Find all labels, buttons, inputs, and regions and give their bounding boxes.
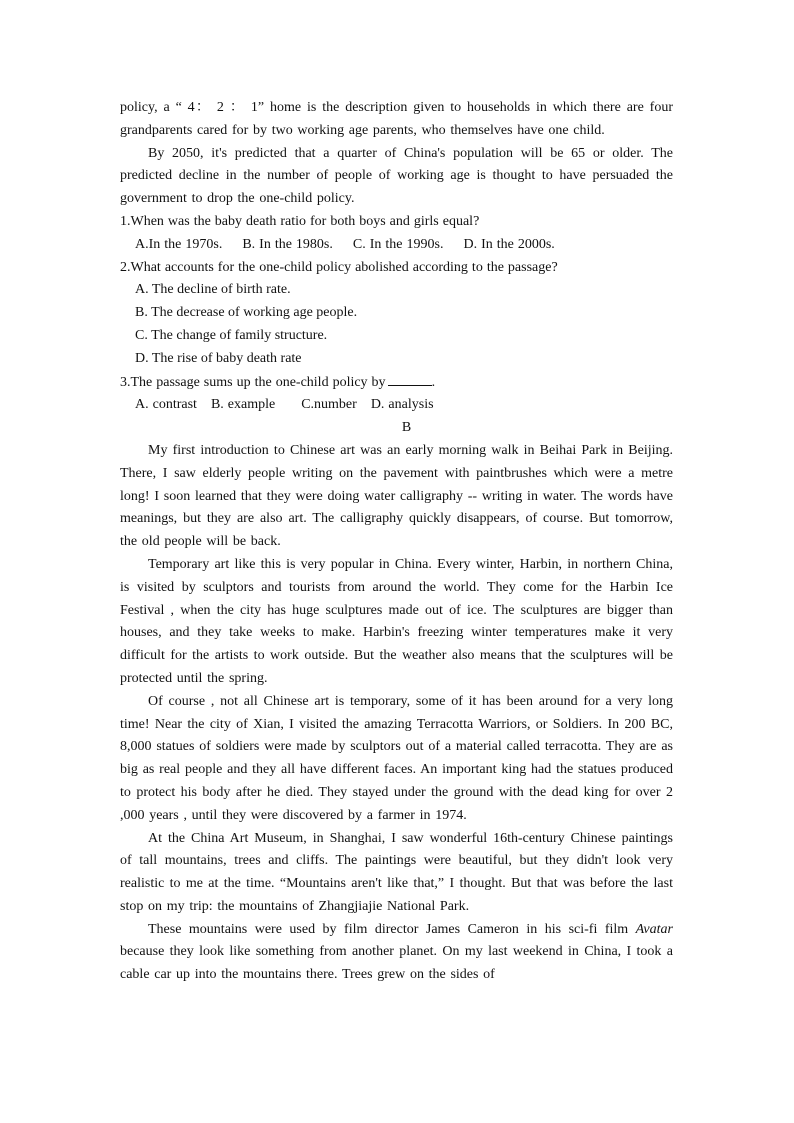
question-1-option-b: B. In the 1980s. xyxy=(242,236,333,252)
question-3 xyxy=(120,371,673,418)
question-3-option-c: C.number xyxy=(301,397,357,413)
intro-paragraph-2: By 2050, it's predicted that a quarter of China's population will be 65 or older. The predicted decline in the number of people of working age is thought to have persuaded the government to drop the one-child policy. xyxy=(120,145,673,207)
section-b-paragraph-5 xyxy=(120,919,673,987)
section-b-paragraph-1: My first introduction to Chinese art was an early morning walk in Beihai Park in Beijing. There, I saw elderly people writing on the pavement with paintbrushes which were a metre long! I soon learned that they were doing water calligraphy -- writing in water. The words have meanings, but they are also art. The calligraphy quickly disappears, of course. But tomorrow, the old people will be back. xyxy=(120,442,673,550)
section-b-paragraph-4: At the China Art Museum, in Shanghai, I saw wonderful 16th-century Chinese paintings of tall mountains, trees and cliffs. The paintings were beautiful, but they didn't look very realistic to me at the time. “Mountains aren't like that,” I thought. But that was before the last stop on my trip: the mountains of Zhangjiajie National Park. xyxy=(120,830,673,914)
question-1-option-a: A.In the 1970s. xyxy=(135,236,223,252)
question-2-option-d: D. The rise of baby death rate xyxy=(135,350,302,366)
section-heading: B xyxy=(401,420,412,436)
question-2-option-c: C. The change of family structure. xyxy=(135,327,328,343)
question-3-option-b: B. example xyxy=(210,397,276,413)
answer-blank[interactable] xyxy=(388,371,432,386)
question-1-options xyxy=(120,234,673,257)
question-1 xyxy=(120,211,673,257)
intro-paragraph-1: policy, a “ 4： 2 ： 1” home is the description given to households in which there are four grandparents cared for by two working age parents, who themselves have one child. xyxy=(120,100,673,138)
question-2 xyxy=(120,257,673,371)
question-2-stem: 2.What accounts for the one-child policy abolished according to the passage? xyxy=(120,259,558,275)
question-3-option-d: D. analysis xyxy=(370,397,434,413)
question-3-stem-suffix: . xyxy=(431,374,436,390)
question-3-stem-line xyxy=(120,371,673,395)
question-3-options xyxy=(120,394,673,417)
document-page xyxy=(120,97,673,987)
question-3-option-a: A. contrast xyxy=(135,397,197,413)
paragraph-5-text-before: These mountains were used by film director James Cameron in his sci-fi film xyxy=(148,921,636,937)
question-2-option-b: B. The decrease of working age people. xyxy=(135,305,358,321)
question-3-stem: 3.The passage sums up the one-child policy by xyxy=(120,374,386,390)
film-title: Avatar xyxy=(635,921,673,937)
question-1-option-c: C. In the 1990s. xyxy=(352,236,444,252)
question-2-option-a: A. The decline of birth rate. xyxy=(135,282,291,298)
paragraph-5-text-after: because they look like something from another planet. On my last weekend in China, I took a cable car up into the mountains there. Trees grew on the sides of xyxy=(120,944,673,983)
section-b-paragraph-2: Temporary art like this is very popular in China. Every winter, Harbin, in northern China, is visited by sculptors and tourists from around the world. They come for the Harbin Ice Festival , when the city has huge sculptures made out of ice. The sculptures are bigger than houses, and they take weeks to make. Harbin's freezing winter temperatures make it very difficult for the artists to work outside. But the weather also means that the sculptures will be protected until the spring. xyxy=(120,556,673,686)
question-1-stem: 1.When was the baby death ratio for both boys and girls equal? xyxy=(120,213,480,229)
section-b-paragraph-3: Of course , not all Chinese art is temporary, some of it has been around for a very long time! Near the city of Xian, I visited the amazing Terracotta Warriors, or Soldiers. In 200 BC, 8,000 statues of soldiers were made by sculptors out of a material called terracotta. They are as big as real people and they all have different faces. An important king had the statues produced to protect his body after he died. They stayed under the ground with the dead king for over 2 ,000 years , until they were discovered by a farmer in 1974. xyxy=(120,693,673,823)
question-1-option-d: D. In the 2000s. xyxy=(463,236,555,252)
